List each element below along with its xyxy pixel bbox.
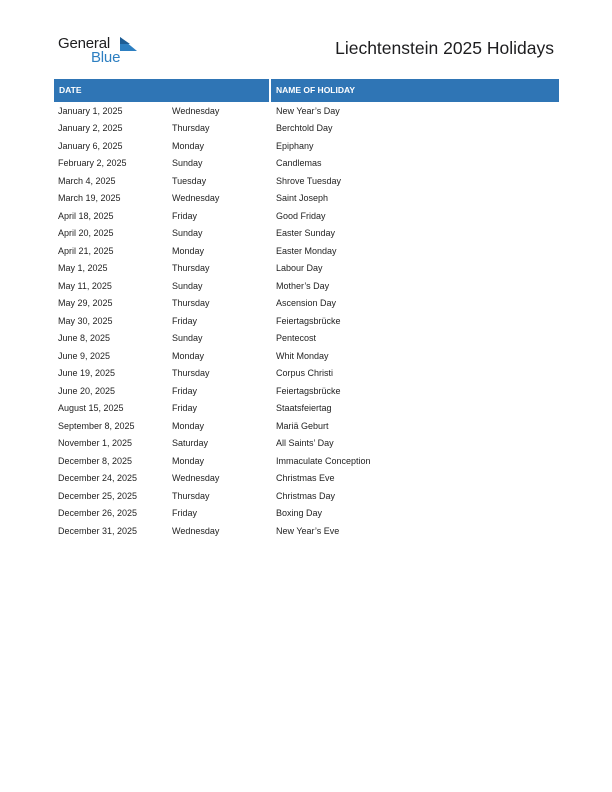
weekday-cell: Friday [172,403,198,414]
table-row [54,260,559,278]
table-row [54,207,559,225]
weekday-cell: Thursday [172,298,210,309]
holiday-name-cell: Candlemas [276,158,322,169]
table-row [54,190,559,208]
date-cell: April 20, 2025 [58,228,114,239]
logo-word-general: General [58,35,110,52]
weekday-cell: Monday [172,455,205,466]
weekday-cell: Wednesday [172,193,220,204]
weekday-cell: Monday [172,245,205,256]
date-cell: April 21, 2025 [58,245,114,256]
table-row [54,522,559,540]
table-row [54,137,559,155]
holiday-name-cell: Easter Sunday [276,228,336,239]
holiday-name-cell: Epiphany [276,140,314,151]
weekday-cell: Sunday [172,158,203,169]
column-header-holiday: NAME OF HOLIDAY [276,85,356,95]
table-row [54,172,559,190]
weekday-cell: Friday [172,315,198,326]
weekday-cell: Friday [172,508,198,519]
weekday-cell: Wednesday [172,473,220,484]
weekday-cell: Friday [172,385,198,396]
weekday-cell: Monday [172,420,205,431]
holiday-name-cell: New Year’s Day [276,105,340,116]
holiday-name-cell: Good Friday [276,210,326,221]
date-cell: May 29, 2025 [58,298,113,309]
date-cell: March 4, 2025 [58,175,116,186]
weekday-cell: Thursday [172,123,210,134]
table-row [54,452,559,470]
table-row [54,487,559,505]
date-cell: June 9, 2025 [58,350,111,361]
holiday-name-cell: Whit Monday [276,350,329,361]
weekday-cell: Thursday [172,368,210,379]
holiday-name-cell: Christmas Day [276,490,336,501]
holiday-name-cell: Pentecost [276,333,317,344]
weekday-cell: Thursday [172,263,210,274]
holiday-name-cell: Ascension Day [276,298,337,309]
weekday-cell: Wednesday [172,105,220,116]
date-cell: November 1, 2025 [58,438,133,449]
weekday-cell: Thursday [172,490,210,501]
weekday-cell: Monday [172,350,205,361]
date-cell: January 2, 2025 [58,123,123,134]
table-row [54,330,559,348]
table-header [54,79,559,102]
holiday-name-cell: Christmas Eve [276,473,335,484]
page-title: Liechtenstein 2025 Holidays [335,38,554,58]
date-cell: June 8, 2025 [58,333,111,344]
date-cell: June 20, 2025 [58,385,116,396]
holiday-name-cell: Mother’s Day [276,280,330,291]
date-cell: February 2, 2025 [58,158,127,169]
table-row [54,347,559,365]
weekday-cell: Sunday [172,280,203,291]
date-cell: June 19, 2025 [58,368,116,379]
holiday-name-cell: Labour Day [276,263,323,274]
table-row [54,505,559,523]
date-cell: December 24, 2025 [58,473,138,484]
column-header-date: DATE [59,85,82,95]
table-row [54,277,559,295]
weekday-cell: Monday [172,140,205,151]
table-body [54,102,559,540]
date-cell: May 1, 2025 [58,263,108,274]
table-row [54,400,559,418]
date-cell: December 26, 2025 [58,508,138,519]
table-row [54,242,559,260]
weekday-cell: Tuesday [172,175,207,186]
holiday-name-cell: Immaculate Conception [276,455,371,466]
date-cell: December 8, 2025 [58,455,133,466]
holiday-name-cell: Staatsfeiertag [276,403,332,414]
table-row [54,225,559,243]
date-cell: January 6, 2025 [58,140,123,151]
table-row [54,120,559,138]
holiday-name-cell: Boxing Day [276,508,323,519]
weekday-cell: Saturday [172,438,209,449]
generalblue-logo [58,33,148,69]
table-row [54,295,559,313]
holiday-name-cell: Feiertagsbrücke [276,385,341,396]
holiday-name-cell: Shrove Tuesday [276,175,342,186]
date-cell: September 8, 2025 [58,420,135,431]
logo-word-blue: Blue [91,49,121,66]
date-cell: August 15, 2025 [58,403,124,414]
holiday-name-cell: All Saints’ Day [276,438,334,449]
logo-triangle-icon [120,36,138,52]
table-row [54,382,559,400]
table-row [54,365,559,383]
weekday-cell: Sunday [172,333,203,344]
date-cell: December 25, 2025 [58,490,138,501]
table-row [54,102,559,120]
date-cell: December 31, 2025 [58,525,138,536]
date-cell: May 11, 2025 [58,280,112,291]
holiday-name-cell: Mariä Geburt [276,420,329,431]
weekday-cell: Sunday [172,228,203,239]
date-cell: April 18, 2025 [58,210,114,221]
holidays-table [54,79,559,540]
table-row [54,312,559,330]
table-row [54,470,559,488]
holiday-name-cell: Berchtold Day [276,123,333,134]
holiday-name-cell: New Year’s Eve [276,525,340,536]
holiday-name-cell: Easter Monday [276,245,337,256]
holiday-name-cell: Feiertagsbrücke [276,315,341,326]
table-row [54,155,559,173]
weekday-cell: Wednesday [172,525,220,536]
table-row [54,435,559,453]
holiday-name-cell: Saint Joseph [276,193,329,204]
table-row [54,417,559,435]
date-cell: May 30, 2025 [58,315,113,326]
date-cell: March 19, 2025 [58,193,121,204]
weekday-cell: Friday [172,210,198,221]
date-cell: January 1, 2025 [58,105,123,116]
holiday-name-cell: Corpus Christi [276,368,334,379]
